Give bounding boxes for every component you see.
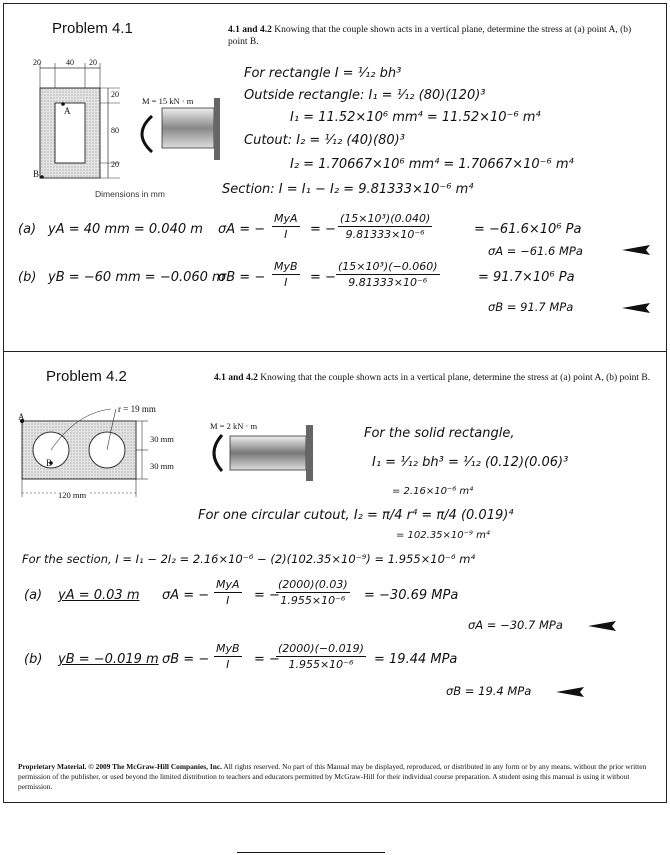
numerator: MyA <box>274 212 298 225</box>
p2-a-result: = −30.69 MPa <box>364 588 459 603</box>
p2-b-eq: = − <box>254 652 280 667</box>
denominator: 9.81333×10⁻⁶ <box>348 276 428 289</box>
p2-line-i2-value: = 102.35×10⁻⁹ m⁴ <box>396 530 490 541</box>
p2-line-cutout: For one circular cutout, I₂ = π/4 r⁴ = π/4 (0.019)⁴ <box>198 508 514 523</box>
p1-line-i2: I₂ = 1.70667×10⁶ mm⁴ = 1.70667×10⁻⁶ m⁴ <box>290 157 574 172</box>
p1-a-sigma: σA = − <box>218 222 266 237</box>
numerator: (2000)(−0.019) <box>278 642 364 655</box>
p2-a-frac2 <box>276 578 350 607</box>
p2-a-sigma: σA = − <box>162 588 210 603</box>
problem-4-2-title: Problem 4.2 <box>46 368 127 385</box>
p2-b-label: (b) <box>24 652 43 667</box>
denominator: I <box>284 228 288 241</box>
denominator: I <box>226 594 230 607</box>
p1-line-rect: For rectangle I = ¹⁄₁₂ bh³ <box>244 66 402 81</box>
dim-right-1: 20 <box>111 90 119 99</box>
p2-line-solid-rect: For the solid rectangle, <box>364 426 515 441</box>
dim-top-1: 20 <box>33 58 41 67</box>
p2-b-frac1 <box>214 642 242 671</box>
dim-top-2: 40 <box>66 58 74 67</box>
statement-text: Knowing that the couple shown acts in a vertical plane, determine the stress at (a) point A, (b) point B. <box>260 373 651 383</box>
p1-a-y: yA = 40 mm = 0.040 m <box>48 222 203 237</box>
p1-b-frac2 <box>336 260 440 289</box>
p2-b-result: = 19.44 MPa <box>374 652 458 667</box>
numerator: (15×10³)(−0.060) <box>338 260 438 273</box>
dim-top-3: 20 <box>89 58 97 67</box>
dim-right-2: 80 <box>111 126 119 135</box>
problem-4-1-figure <box>20 58 230 208</box>
p1-a-frac2 <box>338 212 432 241</box>
numerator: MyB <box>274 260 298 273</box>
bottom-rule <box>237 852 385 853</box>
p1-b-final: σB = 91.7 MPa <box>488 300 574 314</box>
p1-line-i1: I₁ = 11.52×10⁶ mm⁴ = 11.52×10⁻⁶ m⁴ <box>290 110 541 125</box>
numerator: (15×10³)(0.040) <box>340 212 431 225</box>
denominator: 1.955×10⁻⁶ <box>288 658 354 671</box>
p1-b-sigma: σB = − <box>218 270 266 285</box>
dim-right-3: 20 <box>111 160 119 169</box>
p1-a-frac1 <box>272 212 300 241</box>
radius-label: r = 19 mm <box>118 404 156 414</box>
p1-line-section: Section: I = I₁ − I₂ = 9.81333×10⁻⁶ m⁴ <box>222 182 474 197</box>
p2-a-label: (a) <box>24 588 43 603</box>
statement-number: 4.1 and 4.2 <box>214 373 258 383</box>
problem-4-1-title: Problem 4.1 <box>52 20 133 37</box>
numerator: MyA <box>216 578 240 591</box>
point-a-label: A <box>18 412 25 422</box>
p1-a-answer-arrow-icon <box>622 244 652 256</box>
moment-label: M = 2 kN · m <box>210 421 258 431</box>
p1-b-y: yB = −60 mm = −0.060 m <box>48 270 225 285</box>
numerator: MyB <box>216 642 240 655</box>
denominator: I <box>284 276 288 289</box>
p2-line-i1-value: = 2.16×10⁻⁶ m⁴ <box>392 486 474 497</box>
p2-b-answer-arrow-icon <box>556 686 586 698</box>
p1-line-outside: Outside rectangle: I₁ = ¹⁄₁₂ (80)(120)³ <box>244 88 486 103</box>
p2-a-final: σA = −30.7 MPa <box>468 618 563 632</box>
p1-b-label: (b) <box>18 270 37 285</box>
p2-line-section: For the section, I = I₁ − 2I₂ = 2.16×10⁻⁶ − (2)(102.35×10⁻⁹) = 1.955×10⁻⁶ m⁴ <box>22 552 476 566</box>
p1-b-frac1 <box>272 260 300 289</box>
dim-120: 120 mm <box>58 490 87 500</box>
copyright-text: All rights reserved. No part of this Manual may be displayed, reproduced, or distributed in any form or by any means, without the prior written permission of the publisher, or used beyond the limited distribution to teachers and educators permitted by McGraw-Hill for their individual course preparation. A student using this manual is using it without permission. <box>18 762 647 791</box>
p2-a-y: yA = 0.03 m <box>58 588 140 603</box>
denominator: 9.81333×10⁻⁶ <box>345 228 425 241</box>
copyright-bold: Proprietary Material. © 2009 The McGraw-Hill Companies, Inc. <box>18 762 222 771</box>
p1-a-eq: = − <box>310 222 336 237</box>
numerator: (2000)(0.03) <box>278 578 348 591</box>
statement-text: Knowing that the couple shown acts in a vertical plane, determine the stress at (a) point A, (b) point B. <box>228 25 632 47</box>
p1-b-answer-arrow-icon <box>622 302 652 314</box>
p2-b-frac2 <box>276 642 366 671</box>
problem-4-1-statement <box>228 24 648 48</box>
p2-line-i1: I₁ = ¹⁄₁₂ bh³ = ¹⁄₁₂ (0.12)(0.06)³ <box>372 455 569 470</box>
denominator: I <box>226 658 230 671</box>
point-b-label: B <box>46 458 53 468</box>
p2-a-frac1 <box>214 578 242 607</box>
p1-a-final: σA = −61.6 MPa <box>488 244 583 258</box>
p2-a-eq: = − <box>254 588 280 603</box>
denominator: 1.955×10⁻⁶ <box>280 594 346 607</box>
moment-label: M = 15 kN · m <box>142 96 194 106</box>
p1-a-result: = −61.6×10⁶ Pa <box>474 222 582 237</box>
p1-b-eq: = − <box>310 270 336 285</box>
p2-a-answer-arrow-icon <box>588 620 618 632</box>
p2-b-y: yB = −0.019 m <box>58 652 159 667</box>
p2-b-final: σB = 19.4 MPa <box>446 684 532 698</box>
problem-4-2-statement <box>214 372 654 384</box>
figure-caption: Dimensions in mm <box>95 189 165 199</box>
p1-b-result: = 91.7×10⁶ Pa <box>478 270 575 285</box>
p1-line-cutout: Cutout: I₂ = ¹⁄₁₂ (40)(80)³ <box>244 133 405 148</box>
point-b-label: B <box>33 169 40 179</box>
statement-number: 4.1 and 4.2 <box>228 25 272 35</box>
p1-a-label: (a) <box>18 222 37 237</box>
problem-divider <box>3 351 667 352</box>
copyright-footer <box>18 762 658 792</box>
dim-30-bottom: 30 mm <box>150 461 174 471</box>
p2-b-sigma: σB = − <box>162 652 210 667</box>
point-a-label: A <box>64 106 71 116</box>
dim-30-top: 30 mm <box>150 434 174 444</box>
